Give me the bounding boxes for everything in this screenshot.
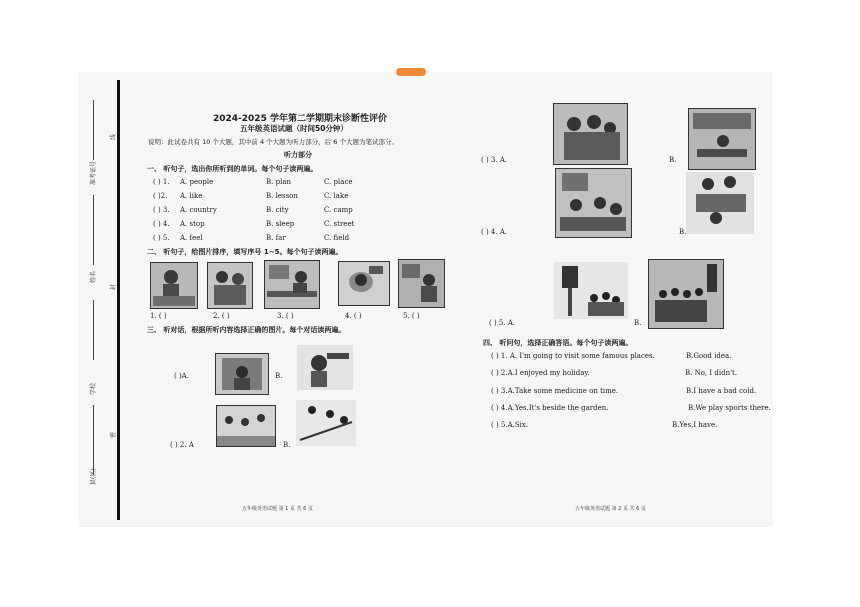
picture-3b-library	[688, 108, 756, 170]
picture-5a-traffic-light	[554, 262, 628, 319]
q3-label: ( ) 3. A.	[481, 156, 508, 164]
section-3-heading: 三、 听对话，根据所听内容选择正确的图片。每个对话读两遍。	[147, 326, 346, 334]
picture-skiing	[296, 400, 356, 446]
picture-3a-family	[553, 103, 628, 165]
list-item: ( ) 5. A. feel B. far C. field	[153, 234, 350, 242]
instructions: 说明：此试卷共有 10 个大题，其中前 4 个大题为听力部分，后 6 个大题为笔试部分。	[148, 138, 398, 146]
fill-line	[93, 195, 94, 265]
blank-5[interactable]: 5. ( )	[403, 312, 420, 320]
fill-line	[93, 300, 94, 360]
exam-no-label: 准考证号	[90, 160, 97, 185]
section-4-heading: 四、 听问句，选择正确答语。每个句子读两遍。	[483, 339, 633, 347]
picture-classroom	[398, 259, 445, 308]
picture-study-desk	[264, 260, 320, 309]
section-1-heading: 一、 听句子，选出你所听到的单词。每个句子读两遍。	[147, 165, 318, 173]
seal-mark: 密	[110, 431, 117, 438]
list-item: ( ) 3. A. country B. city C. camp	[153, 206, 353, 214]
picture-teacher-desk	[150, 262, 198, 309]
page-2-footer: 五年级英语试题 第 2 页 共 6 页	[575, 506, 646, 512]
blank-3[interactable]: 3. ( )	[277, 312, 294, 320]
s4-row-3-b: B.I have a bad cold.	[686, 387, 757, 395]
seal-mark: 线	[110, 133, 117, 140]
q5-b-label: B.	[634, 319, 642, 327]
q2-b-label: B.	[283, 441, 291, 449]
s4-row-3-a: ( ) 3.A.Take some medicine on time.	[491, 387, 619, 395]
q4-b-label: B.	[679, 228, 687, 236]
q1-label: ( )A.	[174, 372, 189, 380]
picture-ice-skating	[216, 405, 276, 447]
s4-row-4-a: ( ) 4.A.Yes.It's beside the garden.	[491, 404, 609, 412]
blank-2[interactable]: 2. ( )	[213, 312, 230, 320]
s4-row-1-b: B.Good idea.	[686, 352, 732, 360]
exam-title: 2024-2025 学年第二学期期末诊断性评价	[213, 114, 387, 124]
district-label: 县(区)	[90, 468, 97, 485]
q2-label: ( ) 2. A	[170, 441, 194, 449]
picture-sick-girl	[338, 261, 390, 306]
page-1-footer: 五年级英语试题 第 1 页 共 6 页	[242, 506, 313, 512]
seal-mark: 封	[110, 283, 117, 290]
school-label: 学校	[90, 382, 97, 395]
section-1-list	[153, 178, 403, 248]
fill-line	[93, 405, 94, 475]
s4-row-1-a: ( ) 1. A. I'm going to visit some famous places.	[491, 352, 655, 360]
list-item: ( ) 4. A. stop B. sleep C. street	[153, 220, 355, 228]
list-item: ( )2. A. like B. lesson C. lake	[153, 192, 349, 200]
picture-4b-students	[686, 172, 754, 234]
picture-family-room	[207, 262, 253, 309]
picture-boy-telescope	[297, 345, 353, 390]
picture-hospital-sign	[215, 353, 269, 395]
q1-b-label: B.	[275, 372, 283, 380]
s4-row-2-b: B. No, I didn't.	[685, 369, 738, 377]
blank-1[interactable]: 1. ( )	[150, 312, 167, 320]
listening-heading: 听力部分	[284, 151, 312, 159]
orange-mark	[396, 68, 426, 76]
fill-line	[93, 100, 94, 160]
s4-row-5-a: ( ) 5.A.Six.	[491, 421, 529, 429]
exam-subtitle: 五年级英语试题（时间50分钟）	[240, 124, 348, 133]
list-item: ( ) 1. A. people B. plan C. place	[153, 178, 353, 186]
name-label: 姓名	[90, 270, 97, 283]
picture-4a-classroom	[555, 168, 632, 238]
q5-label: ( ) 5. A.	[489, 319, 516, 327]
q4-label: ( ) 4. A.	[481, 228, 508, 236]
binding-line	[117, 80, 120, 520]
section-2-heading: 二、 听句子，给图片排序，填写序号 1~5。每个句子读两遍。	[147, 248, 343, 256]
s4-row-4-b: B.We play sports there.	[688, 404, 771, 412]
s4-row-5-b: B.Yes,I have.	[672, 421, 718, 429]
q3-b-label: B.	[669, 156, 677, 164]
s4-row-2-a: ( ) 2.A.I enjoyed my holiday.	[491, 369, 590, 377]
picture-5b-crossing	[648, 259, 724, 329]
blank-4[interactable]: 4. ( )	[345, 312, 362, 320]
